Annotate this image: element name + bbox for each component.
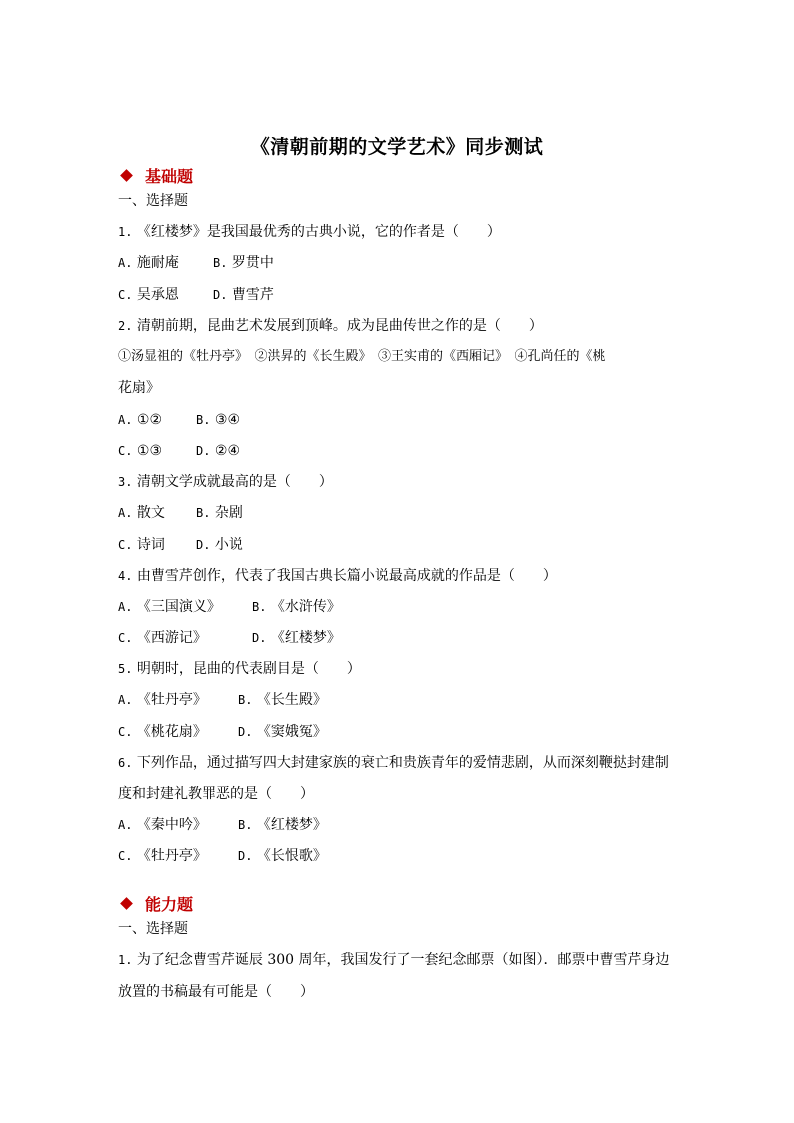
question-4 — [118, 566, 557, 586]
section-heading-label: 能力题 — [145, 894, 194, 914]
question-5 — [118, 659, 361, 679]
question-number: 5. — [118, 662, 133, 676]
diamond-icon — [120, 169, 133, 182]
option-c: C. 《桃花扇》 — [118, 724, 207, 740]
option-b: B. 杂剧 — [196, 505, 243, 521]
option-a: A. 散文 — [118, 505, 165, 521]
option-d: D. 《窦娥冤》 — [238, 724, 327, 740]
question-type: 一、选择题 — [118, 921, 188, 937]
option-c: C. 诗词 — [118, 537, 165, 553]
option-d: D. 《红楼梦》 — [252, 630, 341, 646]
question-items-line2: 花扇》 — [118, 380, 160, 396]
option-c: C. 《西游记》 — [118, 630, 207, 646]
question-stem: 清朝文学成就最高的是（ ） — [136, 474, 333, 490]
question-1 — [118, 222, 501, 242]
question-stem: 清朝前期，昆曲艺术发展到顶峰。成为昆曲传世之作的是（ ） — [136, 318, 543, 334]
question-3 — [118, 472, 333, 492]
option-d: D. 小说 — [196, 537, 243, 553]
option-b: B. 《红楼梦》 — [238, 817, 327, 833]
question-stem-line1: 为了纪念曹雪芹诞辰 300 周年，我国发行了一套纪念邮票（如图）．邮票中曹雪芹身边 — [136, 952, 670, 968]
question-number: 3. — [118, 475, 133, 489]
page-title: 《清朝前期的文学艺术》同步测试 — [250, 136, 544, 158]
section-heading-basic — [118, 163, 193, 187]
diamond-icon — [120, 897, 133, 910]
question-number: 4. — [118, 569, 133, 583]
option-c: C. ①③ — [118, 443, 163, 459]
option-d: D. 曹雪芹 — [213, 287, 274, 303]
option-d: D. ②④ — [196, 443, 241, 459]
option-a: A. 《牡丹亭》 — [118, 692, 207, 708]
question-stem: 明朝时，昆曲的代表剧目是（ ） — [136, 661, 361, 677]
question-stem: 由曹雪芹创作，代表了我国古典长篇小说最高成就的作品是（ ） — [136, 568, 557, 584]
question-ability-1 — [118, 950, 670, 970]
question-stem-line2: 度和封建礼教罪恶的是（ ） — [118, 786, 314, 802]
question-2 — [118, 316, 543, 336]
question-number: 1. — [118, 953, 133, 967]
question-6 — [118, 753, 669, 773]
option-b: B. 《长生殿》 — [238, 692, 327, 708]
question-number: 2. — [118, 319, 133, 333]
option-c: C. 吴承恩 — [118, 287, 179, 303]
option-b: B. 《水浒传》 — [252, 599, 341, 615]
option-b: B. 罗贯中 — [213, 255, 274, 271]
question-type: 一、选择题 — [118, 193, 188, 209]
option-a: A. ①② — [118, 412, 163, 428]
question-stem-line1: 下列作品，通过描写四大封建家族的衰亡和贵族青年的爱情悲剧，从而深刻鞭挞封建制 — [136, 755, 669, 771]
question-stem-line2: 放置的书稿最有可能是（ ） — [118, 984, 314, 1000]
question-number: 6. — [118, 756, 133, 770]
section-heading-ability — [118, 891, 193, 915]
option-a: A. 《秦中吟》 — [118, 817, 207, 833]
section-heading-label: 基础题 — [145, 166, 194, 186]
question-number: 1. — [118, 225, 133, 239]
option-a: A. 《三国演义》 — [118, 599, 221, 615]
option-b: B. ③④ — [196, 412, 241, 428]
question-stem: 《红楼梦》是我国最优秀的古典小说，它的作者是（ ） — [136, 224, 501, 240]
question-items-line1: ①汤显祖的《牡丹亭》 ②洪昇的《长生殿》 ③王实甫的《西厢记》 ④孔尚任的《桃 — [118, 349, 606, 364]
option-c: C. 《牡丹亭》 — [118, 848, 207, 864]
option-a: A. 施耐庵 — [118, 255, 179, 271]
option-d: D. 《长恨歌》 — [238, 848, 327, 864]
